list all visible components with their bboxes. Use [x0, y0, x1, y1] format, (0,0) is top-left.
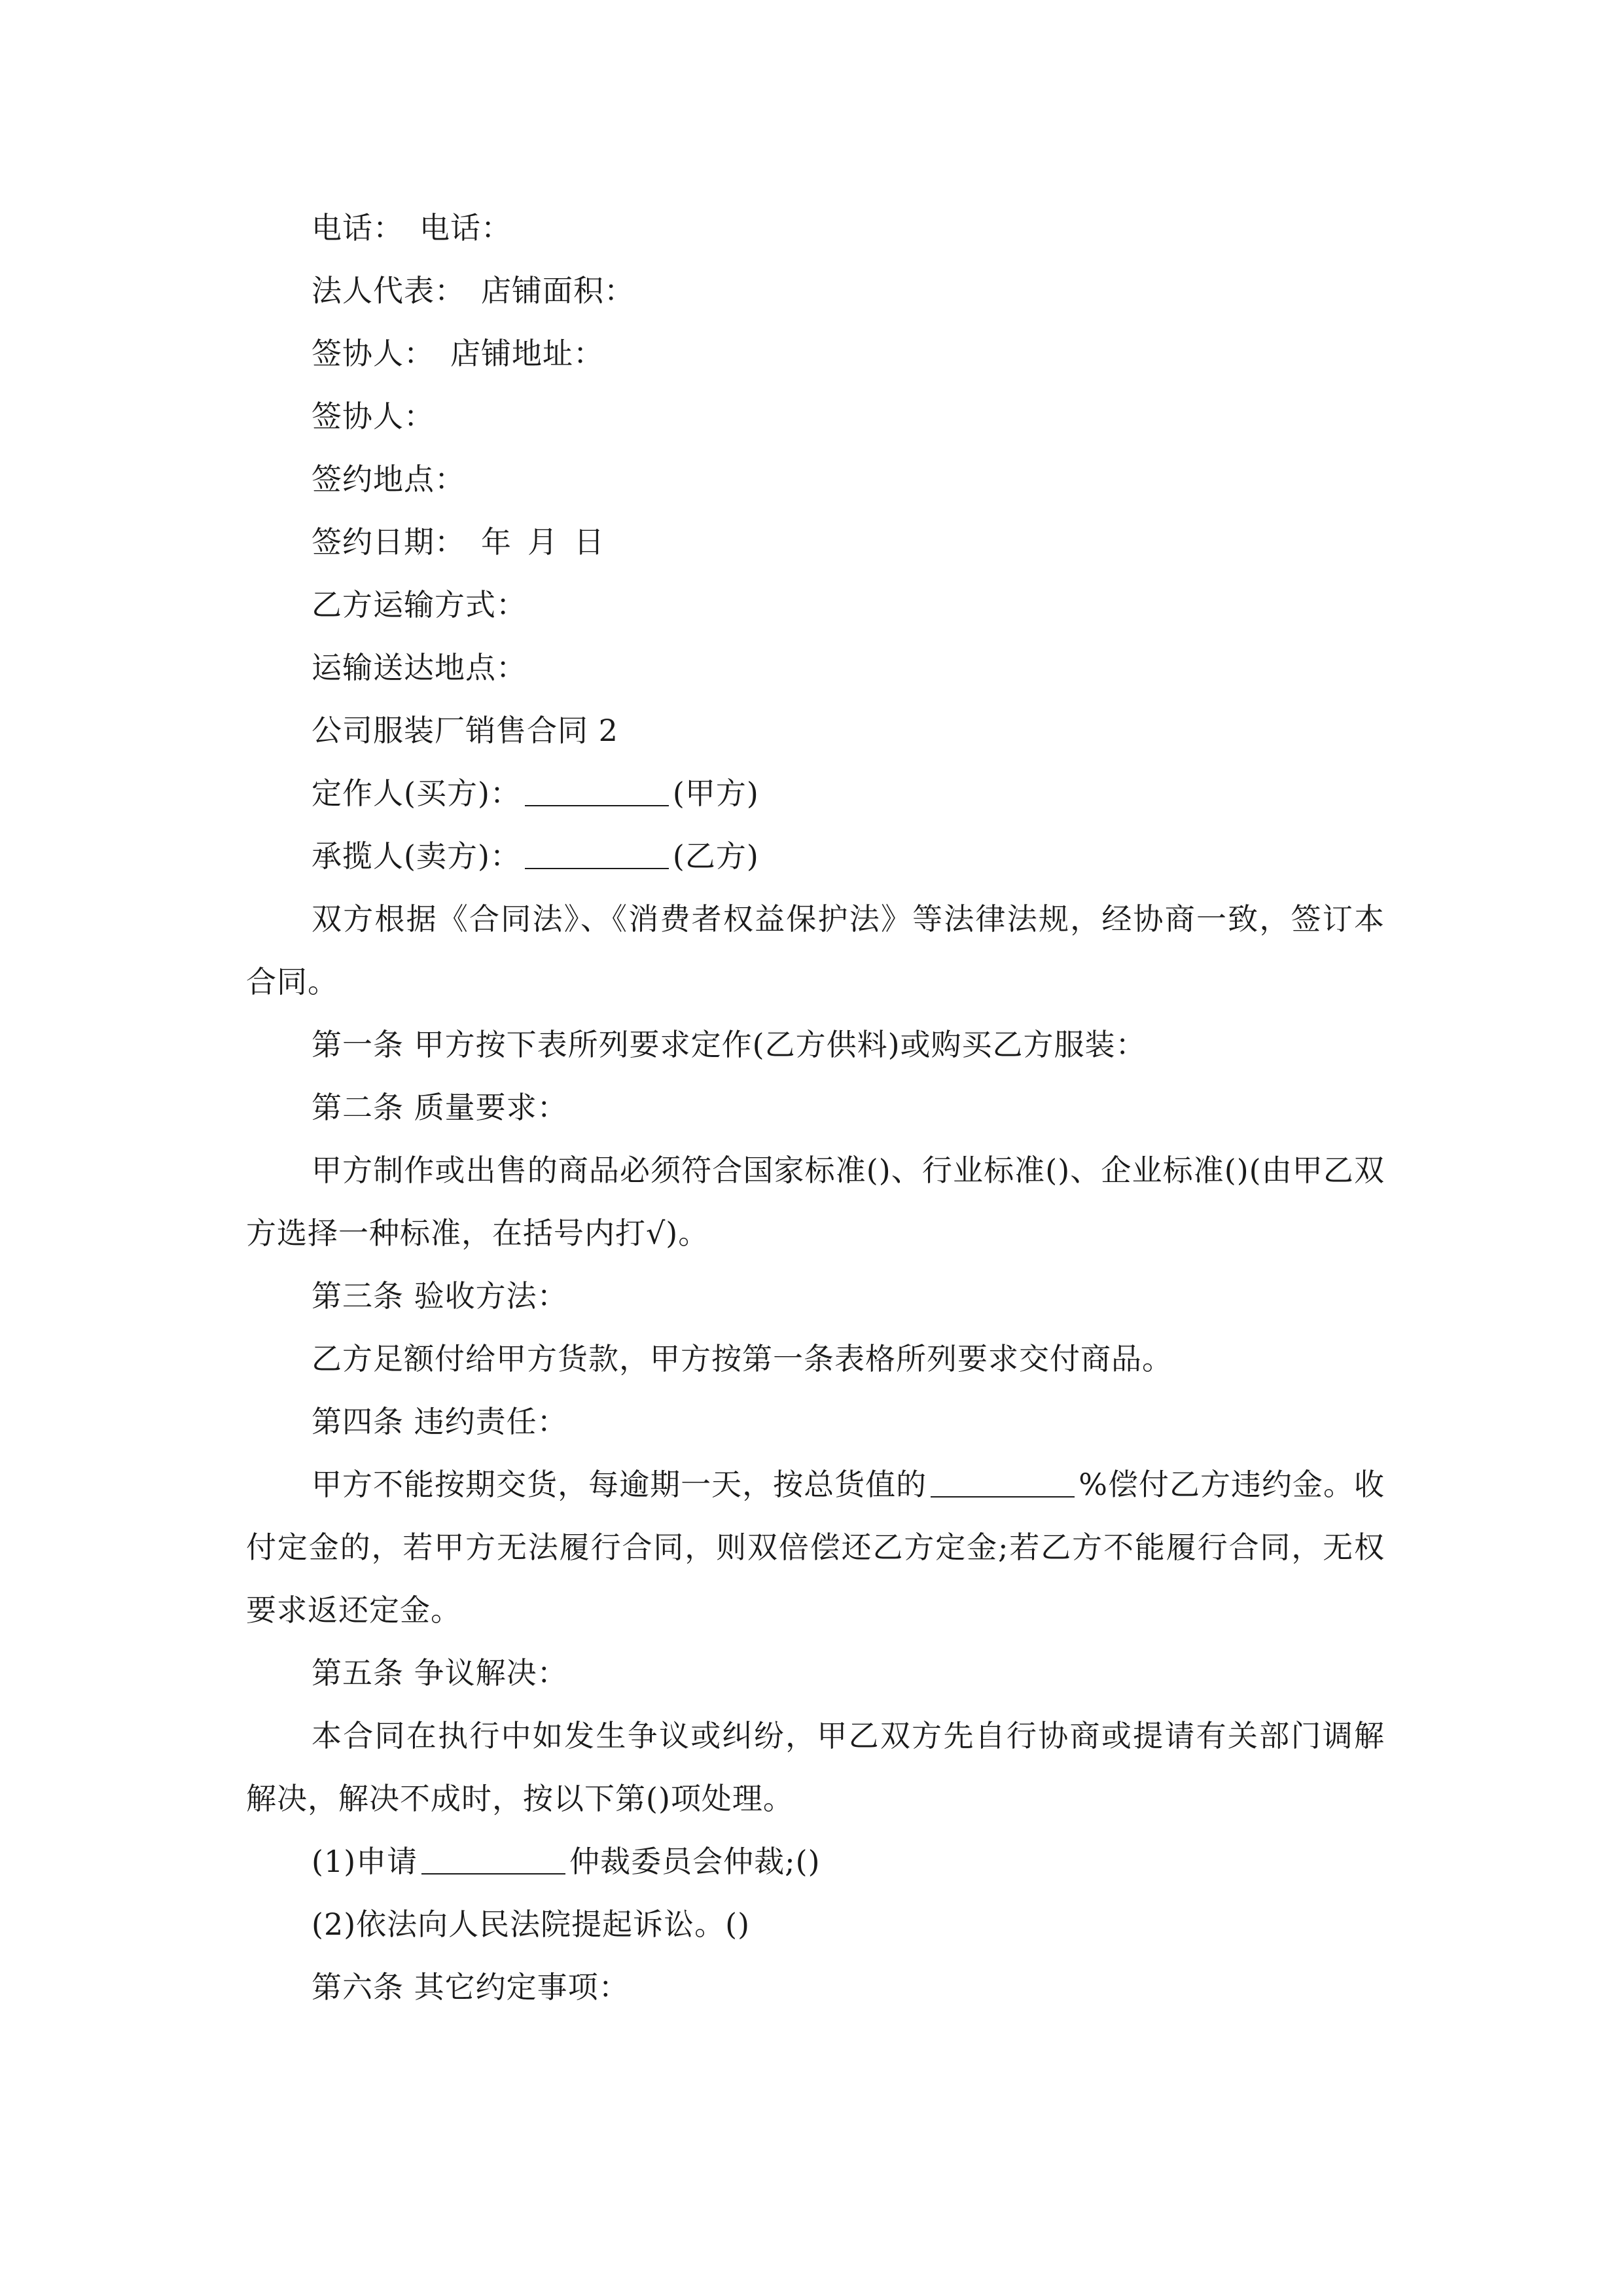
seller-blank[interactable]: [525, 842, 669, 869]
cosigner-address-row: [246, 322, 1385, 385]
phone-row: [246, 196, 1385, 259]
contract-title: 公司服装厂销售合同 2: [312, 713, 618, 748]
cosigner-row: [246, 385, 1385, 448]
sign-date-label: 签约日期：: [312, 524, 465, 560]
article4-body-post: %偿付乙方违约金。收付定金的，若甲方无法履行合同，则双倍偿还乙方定金;若乙方不能履行合同，无权要求返还定金。: [246, 1467, 1385, 1628]
month-label: 月: [527, 524, 558, 560]
article4-title: 第四条 违约责任：: [312, 1404, 568, 1439]
year-label: 年: [481, 524, 512, 560]
article5-body: 本合同在执行中如发生争议或纠纷，甲乙双方先自行协商或提请有关部门调解解决，解决不成时，按以下第()项处理。: [246, 1718, 1385, 1816]
article1-title: 第一条 甲方按下表所列要求定作(乙方供料)或购买乙方服装：: [312, 1027, 1147, 1062]
transport-mode-row: [246, 573, 1385, 636]
shop-address-label: 店铺地址：: [450, 336, 604, 371]
seller-row: [246, 825, 1385, 888]
preamble-paragraph: 双方根据《合同法》、《消费者权益保护法》等法律法规，经协商一致，签订本合同。: [246, 901, 1385, 999]
phone-a-label: 电话：: [312, 210, 404, 245]
day-label: 日: [574, 524, 605, 560]
legal-rep-label: 法人代表：: [312, 273, 465, 308]
option1-post: 仲裁委员会仲裁;(): [569, 1844, 821, 1879]
sign-date-row: [246, 511, 1385, 573]
article2-title: 第二条 质量要求：: [312, 1090, 568, 1125]
buyer-suffix: (甲方): [672, 776, 759, 811]
article3-body: 乙方足额付给甲方货款，甲方按第一条表格所列要求交付商品。: [312, 1341, 1173, 1376]
buyer-label: 定作人(买方)：: [312, 776, 521, 811]
seller-label: 承揽人(卖方)：: [312, 838, 521, 874]
transport-mode-label: 乙方运输方式：: [312, 587, 527, 622]
sign-place-label: 签约地点：: [312, 461, 465, 497]
arbitration-blank[interactable]: [421, 1847, 565, 1874]
seller-suffix: (乙方): [672, 838, 759, 874]
article5-option1: [246, 1830, 1385, 1893]
penalty-rate-blank[interactable]: [931, 1470, 1075, 1498]
cosigner-a-label: 签协人：: [312, 336, 435, 371]
cosigner-b-label: 签协人：: [312, 399, 435, 434]
shop-area-label: 店铺面积：: [481, 273, 635, 308]
legal-rep-row: [246, 259, 1385, 322]
article5-option2: (2)依法向人民法院提起诉讼。(): [312, 1907, 751, 1942]
sign-place-row: [246, 448, 1385, 511]
article4-body: [246, 1453, 1385, 1641]
article6-title: 第六条 其它约定事项：: [312, 1969, 630, 2005]
article3-title: 第三条 验收方法：: [312, 1278, 568, 1314]
option1-pre: (1)申请: [312, 1844, 418, 1879]
buyer-row: [246, 762, 1385, 825]
delivery-place-label: 运输送达地点：: [312, 650, 527, 685]
article2-body: 甲方制作或出售的商品必须符合国家标准()、行业标准()、企业标准()(由甲乙双方选择一种标准，在括号内打√)。: [246, 1153, 1385, 1251]
document-body: [246, 196, 1385, 2018]
buyer-blank[interactable]: [525, 779, 669, 806]
article5-title: 第五条 争议解决：: [312, 1655, 568, 1691]
delivery-place-row: [246, 636, 1385, 699]
article4-body-pre: 甲方不能按期交货，每逾期一天，按总货值的: [312, 1467, 927, 1502]
phone-b-label: 电话：: [419, 210, 512, 245]
